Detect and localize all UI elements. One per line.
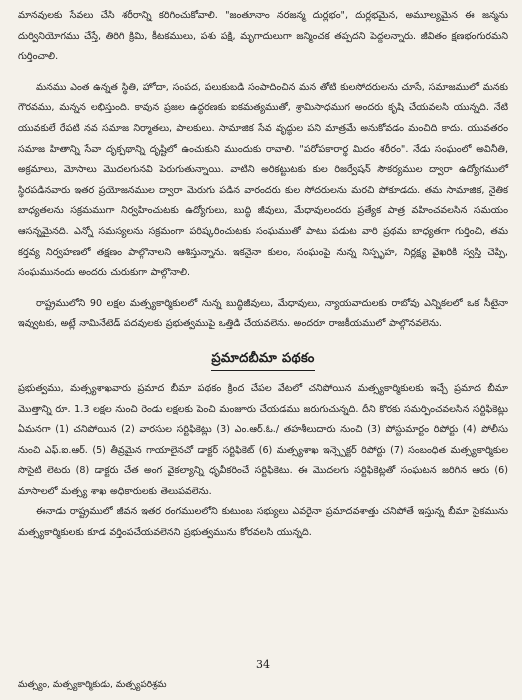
paragraph-gap — [18, 68, 508, 78]
section-heading — [18, 347, 508, 371]
page-number: 34 — [256, 658, 270, 671]
section-title: ప్రమాదబీమా పథకం — [211, 351, 314, 371]
section-paragraph-2: ఈనాడు రాష్ట్రములో జీవన ఇతర రంగములలోని కుటుంబ సభ్యులు ఎవరైనా ప్రమాదవశాత్తు చనిపోతే ఇస్తున్న బీమా సైకమును మత్స్యకార్మికులకు కూడ వర్తింపచేయవలెనని ప్రభుత్వమును కోరవలసి యున్నది. — [18, 506, 508, 539]
section-paragraph-1: ప్రభుత్వము, మత్స్యశాఖవారు ప్రమాద బీమా పథకం క్రింద చేపల వేటలో చనిపోయిన మత్స్యకార్మికులకు ఇచ్చే ప్రమాద బీమా మొత్తాన్ని రూ. 1.3 లక్షల నుంచి రెండు లక్షలకు పెంచి మంజూరు చేయడము జరుగుచున్నది. దీని కొరకు సమర్పించవలసిన సర్టిఫికెట్లు ఏమనగా (1) చనిపోయిన (2) వారసుల సర్టిఫికెట్లు (3) ఎం.ఆర్.ఓ./ తహశీలుదారు నుంచి (3) పోస్టుమార్టం రిపోర్టు (4) పోలీసు నుంచి ఎఫ్.ఐ.ఆర్. (5) తీవ్రమైన గాయాలైనచో డాక్టర్ సర్టిఫికెట్ (6) మత్స్యశాఖ ఇన్స్పెక్టర్ రిపోర్టు (7) సంబంధిత మత్స్యకార్మికుల సొసైటి లెటరు (8) డాక్టరు చేత అంగ వైకల్యాన్ని ధృవీకరించే సర్టిఫికెటు. ఈ మొదలగు సర్టిఫికెట్లతో సంఘటన జరిగిన ఆరు (6) మాసాలలో మత్స్య శాఖ అధికారులకు తెలుపవలెను. — [18, 382, 508, 497]
paragraph-1: మానవులకు సేవలు చేసి శరీరాన్ని కరిగించుకోవాలి. "జంతూనాం నరజన్మ దుర్లభం", దుర్లభమైన, అమూల్యమైన ఈ జన్మను దుర్వినియోగము చేస్తే, తిరిగి క్రిమి, కీటకములు, పశు పక్షి, మృగాదులుగా జన్మించక తప్పదని పెద్దలన్నారు. జీవితం క్షణభంగురమని గుర్తించాలి. — [18, 10, 508, 63]
paragraph-2: మనము ఎంత ఉన్నత స్థితి, హోదా, సంపద, పలుకుబడి సంపాదించిన మన తోటి కులసోదరులను చూసే, సమాజములో మనకు గౌరవము, మన్నన లభిస్తుంది. కావున ప్రజల ఉద్ధరణకు ఐకమత్యముతో, శ్రామిసాధముగ అందరు కృషి చేయవలసి యున్నది. నేటి యువకులే రేపటి నవ సమాజ నిర్మాతలు, పాలకులు. సామాజిక సేవ వృద్ధుల పని మాత్రమే అనుకోవడం మంచిది కాదు. యువతరం సమాజ హితాన్ని సేవా దృక్పథాన్ని దృష్టిలో ఉంచుకుని ముందుకు రావాలి. "పరోపకారార్థ మిదం శరీరం". నేడు సంఘంలో అవినీతి, అక్రమాలు, మోసాలు మొదలగునవి పెరుగుతున్నాయి. వాటిని అరికట్టుటకు కుల రిజర్వేషన్ సౌకర్యముల ద్వారా ఉద్యోగములో స్థిరపడినవారు ఇతర ప్రయోజనముల ద్వారా మెరుగు పడిన వారందరు కుల సోదరులను మరచి పోకూడదు. తమ సామాజిక, నైతిక బాధ్యతలను సక్రమముగా నిర్వహించుటకు ఉద్యోగులు, బుద్ధి జీవులు, మేధావులందరు ప్రత్యేక పాత్ర వహించవలసిన సమయం ఆసన్నమైనది. ఎన్నో సమస్యలను సక్రమంగా పరిష్కరించుటకు సంఘముతో పాటు పడుట వారి ప్రథమ బాధ్యతగా గుర్తించి, తమ కర్తవ్య నిర్వహణలో తక్షణం పాల్గొనాలని ఆశిస్తున్నాను. ఇకనైనా కులం, సంఘంపై నున్న నిస్పృహ, నిర్లక్ష్య వైఖరికి స్వస్తి చెప్పి, సంఘమునందు అందరు చురుకుగా పాల్గొనాలి. — [18, 81, 508, 279]
paragraph-gap — [18, 284, 508, 294]
paragraph-3: రాష్ట్రములోని 90 లక్షల మత్స్యకార్మికులలో నున్న బుద్ధిజీవులు, మేధావులు, న్యాయవాదులకు రాబోవు ఎన్నికలలో ఒక సీటైనా ఇవ్వుటకు, అట్లే నామినేటెడ్ పదవులకు ప్రభుత్వముపై ఒత్తిడి చేయవలెను. అందరూ రాజకీయములో పాల్గొనవలెను. — [18, 297, 508, 330]
page-footer — [18, 658, 508, 698]
running-footer-text: మత్స్యం, మత్స్యకార్మికుడు, మత్స్యపరిశ్రమ — [18, 680, 167, 690]
